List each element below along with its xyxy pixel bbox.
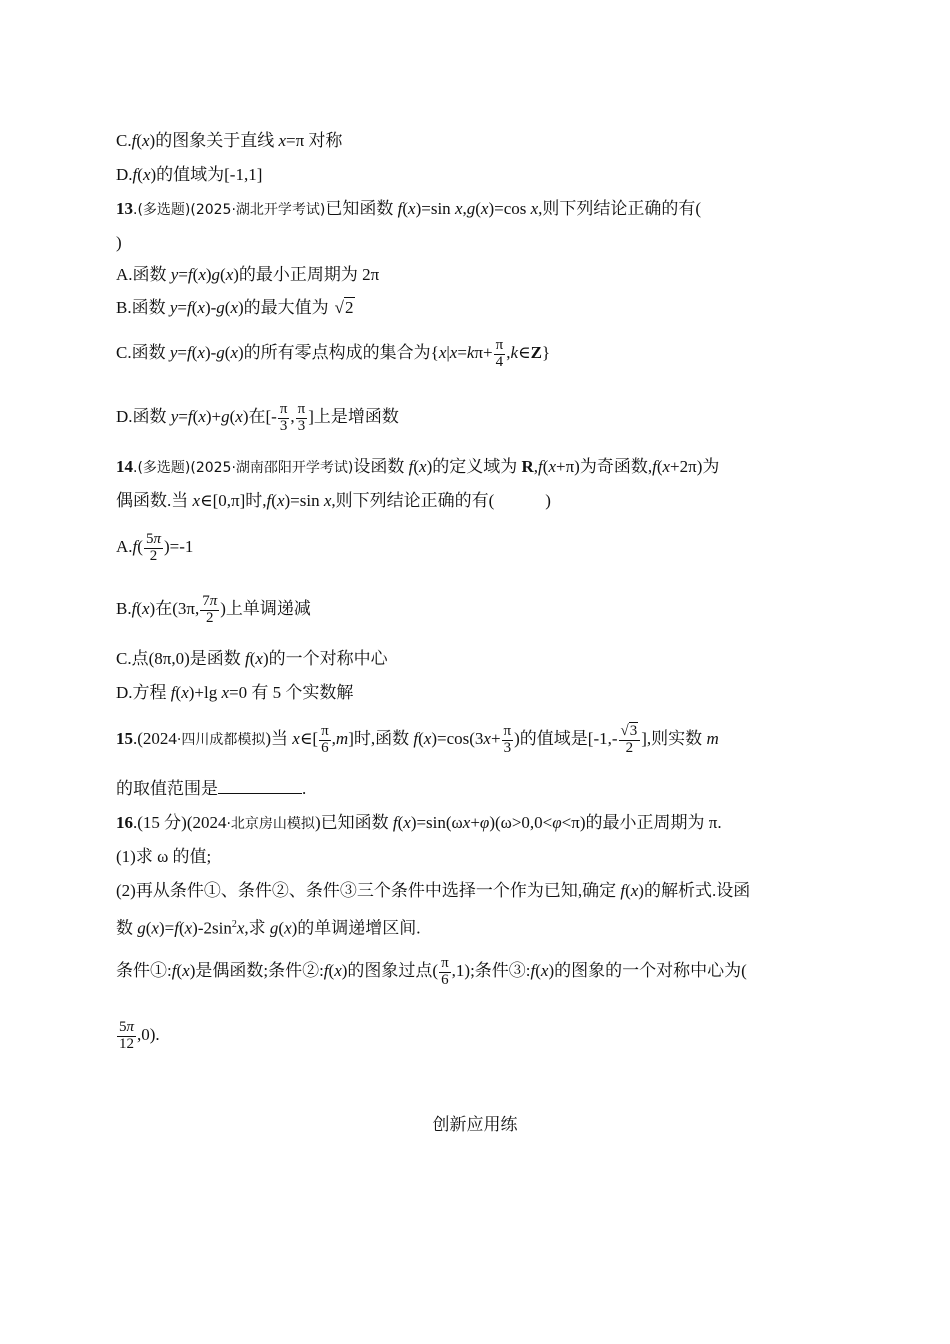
q16-line-1: 16.(15 分)(2024·北京房山模拟)已知函数 f(x)=sin(ωx+φ)(ω>0,0<φ<π)的最小正周期为 π. (116, 813, 722, 832)
q14-option-b: B.f(x)在(3π, $\frac{7\pi}{2}$ )上单调递减 (116, 593, 311, 626)
q13-tag: .(多选题)(2025·湖北开学考试) (133, 202, 326, 218)
q16-line-5: 条件①:f(x)是偶函数;条件②:f(x)的图象过点( $\frac{\pi}{6}$ ,1);条件③:f(x)的图象的一个对称中心为( (116, 955, 747, 988)
q12-option-d: D.f(x)的值域为[-1,1] (116, 165, 263, 184)
q16-number: 16 (116, 813, 133, 832)
q14-option-d: D.方程 f(x)+lg x=0 有 5 个实数解 (116, 683, 354, 702)
q14-number: 14 (116, 457, 133, 476)
q13-stem-end: ) (116, 233, 122, 252)
section-heading: 创新应用练 (432, 1115, 518, 1135)
q13-number: 13 (116, 199, 133, 218)
q13-option-a: A.函数 y=f(x)g(x)的最小正周期为 2π (116, 265, 380, 284)
q14-stem-1: 14.(多选题)(2025·湖南邵阳开学考试)设函数 f(x)的定义域为 R,f(x+π)为奇函数,f(x+2π)为 (116, 457, 720, 476)
q13-option-d: D.函数 y=f(x)+g(x)在[- $\frac{\pi}{3}$ , $\frac{\pi}{3}$ ]上是增函数 (116, 401, 399, 434)
q15-number: 15 (116, 729, 133, 749)
answer-blank[interactable] (218, 779, 302, 794)
q15-line-2: 的取值范围是 . (116, 779, 307, 798)
q14-tag: .(多选题)(2025·湖南邵阳开学考试) (133, 460, 354, 476)
q13-option-c: C.函数 y=f(x)-g(x)的所有零点构成的集合为{x|x=kπ+ $\frac{\pi}{4}$ ,k∈Z} (116, 337, 551, 370)
q16-line-4: 数 $g(x)=f(x)-2\sin^2x$,求 g(x)的单调递增区间. (116, 918, 421, 938)
q15-line-1: 15.(2024·四川成都模拟)当 x∈[ $\frac{\pi}{6}$ ,m]时,函数 f(x)=cos(3x+ $\frac{\pi}{3}$ )的值域是[-1,- $\frac{√3}{2}$ ],则实数 m (116, 723, 719, 756)
q12-option-c: C.f(x)的图象关于直线 x=π 对称 (116, 131, 343, 150)
q16-line-2: (1)求 ω 的值; (116, 847, 212, 866)
q14-option-c: C.点(8π,0)是函数 f(x)的一个对称中心 (116, 649, 388, 668)
q16-line-6: $\frac{5\pi}{12}$ ,0). (119, 1019, 160, 1052)
q14-stem-2: 偶函数.当 x∈[0,π]时,f(x)=sin x,则下列结论正确的有( ) (116, 491, 551, 510)
q14-option-a: A.f( $\frac{5\pi}{2}$ )=-1 (116, 531, 194, 564)
q13-option-b: B.函数 y=f(x)-g(x)的最大值为 √2 (116, 298, 354, 317)
q16-line-3: (2)再从条件①、条件②、条件③三个条件中选择一个作为已知,确定 f(x)的解析式.设函 (116, 881, 751, 900)
q13-stem: 13.(多选题)(2025·湖北开学考试)已知函数 f(x)=sin x,g(x)=cos x,则下列结论正确的有( (116, 199, 702, 218)
